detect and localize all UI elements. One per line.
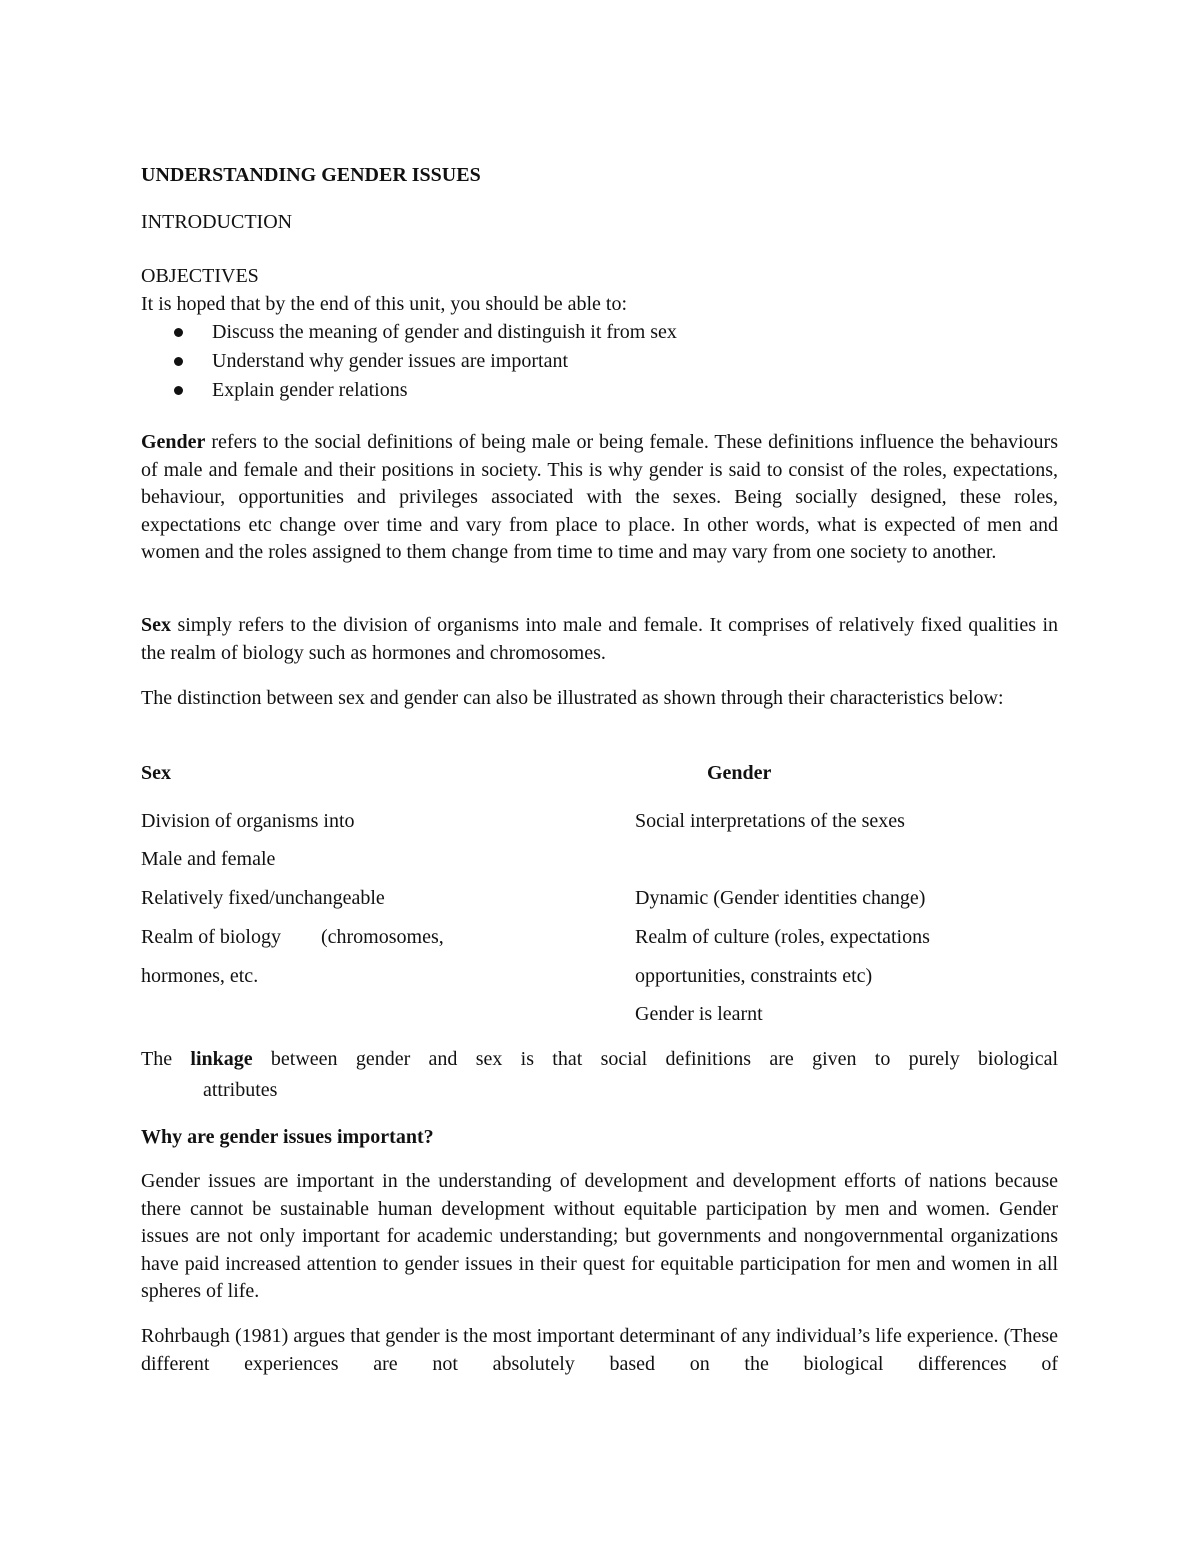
- gender-column-header: Gender: [707, 762, 772, 784]
- sex-characteristic: Relatively fixed/unchangeable: [141, 887, 385, 909]
- bullet-icon: [174, 386, 183, 395]
- sex-characteristic: Realm of biology (chromosomes,: [141, 926, 444, 948]
- objectives-heading: OBJECTIVES: [141, 265, 259, 287]
- why-heading: Why are gender issues important?: [141, 1126, 434, 1148]
- objective-item: Discuss the meaning of gender and distinguish it from sex: [212, 321, 677, 343]
- distinction-paragraph: The distinction between sex and gender can also be illustrated as shown through their characteristics below:: [141, 687, 1004, 709]
- sex-characteristic: hormones, etc.: [141, 965, 259, 987]
- gender-characteristic: Gender is learnt: [635, 1003, 763, 1025]
- linkage-continuation: attributes: [203, 1079, 278, 1101]
- gender-term: Gender: [141, 431, 206, 453]
- objective-item: Understand why gender issues are important: [212, 350, 569, 372]
- objective-item: Explain gender relations: [212, 379, 408, 401]
- sex-column-header: Sex: [141, 762, 171, 784]
- bullet-icon: [174, 328, 183, 337]
- gender-characteristic: Dynamic (Gender identities change): [635, 887, 926, 909]
- linkage-prefix: The: [141, 1048, 191, 1070]
- gender-characteristic: Social interpretations of the sexes: [635, 810, 905, 832]
- why-paragraph: Gender issues are important in the understanding of development and development efforts of nations because there cannot be sustainable human development without equitable participation by men and women. Gender issues are not only important for academic understanding; but governments and nongovernmental organizations have paid increased attention to gender issues in their quest for equitable participation for men and women in all spheres of life.: [141, 1170, 1058, 1302]
- objectives-lead: It is hoped that by the end of this unit, you should be able to:: [141, 293, 628, 315]
- gender-definition-paragraph: [141, 429, 1058, 567]
- sex-term: Sex: [141, 614, 171, 636]
- gender-characteristic: Realm of culture (roles, expectations: [635, 926, 930, 948]
- gender-definition-text: refers to the social definitions of being male or being female. These definitions influence the behaviours of male and female and their positions in society. This is why gender is said to consist of the roles, expectations, behaviour, opportunities and privileges associated with the sexes. Being socially designed, these roles, expectations etc change over time and vary from place to place. In other words, what is expected of men and women and the roles assigned to them change from time to time and may vary from one society to another.: [141, 431, 1058, 563]
- sex-characteristic: Male and female: [141, 848, 276, 870]
- sex-definition-paragraph: [141, 612, 1058, 667]
- linkage-text: between gender and sex is that social definitions are given to purely biological: [252, 1048, 1058, 1070]
- linkage-term: linkage: [190, 1048, 253, 1070]
- gender-characteristic: opportunities, constraints etc): [635, 965, 873, 987]
- document-title: UNDERSTANDING GENDER ISSUES: [141, 164, 481, 186]
- introduction-heading: INTRODUCTION: [141, 211, 293, 233]
- bullet-icon: [174, 357, 183, 366]
- sex-definition-text: simply refers to the division of organisms into male and female. It comprises of relatively fixed qualities in the realm of biology such as hormones and chromosomes.: [141, 614, 1058, 664]
- sex-characteristic: Division of organisms into: [141, 810, 355, 832]
- linkage-line: [141, 1046, 1058, 1074]
- rohrbaugh-paragraph: Rohrbaugh (1981) argues that gender is the most important determinant of any individual’s life experience. (These different experiences are not absolutely based on the biological differences of: [141, 1325, 1058, 1375]
